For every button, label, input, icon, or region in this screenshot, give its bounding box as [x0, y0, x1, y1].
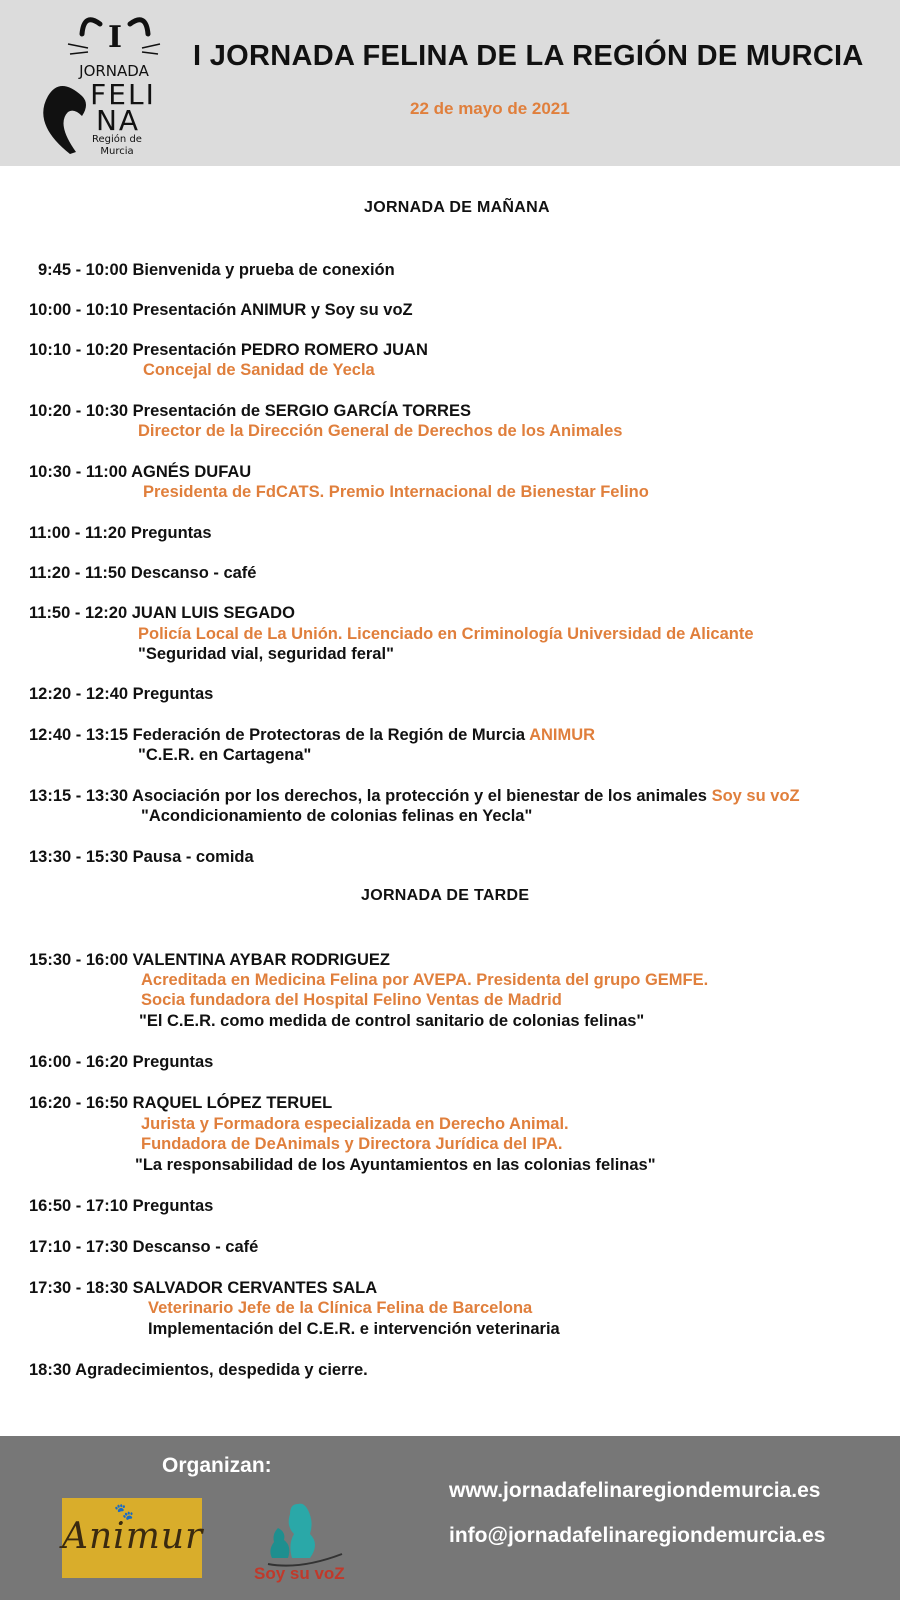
schedule-item: 9:45 - 10:00 Bienvenida y prueba de conexión [38, 261, 395, 279]
speaker-role: Fundadora de DeAnimals y Directora Jurídica del IPA. [141, 1135, 563, 1153]
schedule-item-text: 12:40 - 13:15 Federación de Protectoras de la Región de Murcia [29, 726, 530, 744]
schedule-item: 18:30 Agradecimientos, despedida y cierre. [29, 1361, 368, 1379]
schedule-item: 16:00 - 16:20 Preguntas [29, 1053, 214, 1071]
header-banner [0, 0, 900, 166]
talk-title: "C.E.R. en Cartagena" [138, 746, 312, 764]
organizers-label: Organizan: [162, 1454, 272, 1477]
footer-banner [0, 1436, 900, 1600]
speaker-role: Socia fundadora del Hospital Felino Ventas de Madrid [141, 991, 562, 1009]
schedule-item: 15:30 - 16:00 VALENTINA AYBAR RODRIGUEZ [29, 951, 390, 969]
speaker-role: Presidenta de FdCATS. Premio Internacional de Bienestar Felino [143, 483, 649, 501]
website-link[interactable]: www.jornadafelinaregiondemurcia.es [449, 1479, 821, 1502]
talk-title: Implementación del C.E.R. e intervención veterinaria [148, 1320, 560, 1338]
org-name: ANIMUR [529, 726, 596, 744]
schedule-item: 11:50 - 12:20 JUAN LUIS SEGADO [29, 604, 295, 622]
jornada-felina-logo [30, 4, 165, 162]
schedule-item: 16:50 - 17:10 Preguntas [29, 1197, 214, 1215]
event-date: 22 de mayo de 2021 [410, 99, 570, 118]
schedule-item: 12:20 - 12:40 Preguntas [29, 685, 214, 703]
speaker-role: Jurista y Formadora especializada en Derecho Animal. [141, 1115, 569, 1133]
schedule-item-text: 13:15 - 13:30 Asociación por los derechos, la protección y el bienestar de los animales [29, 787, 712, 805]
paw-icon: 🐾 [114, 1504, 134, 1521]
speaker-role: Director de la Dirección General de Derechos de los Animales [138, 422, 623, 440]
schedule-item: 10:20 - 10:30 Presentación de SERGIO GARCÍA TORRES [29, 402, 471, 420]
soy-su-voz-logo-text: Soy su voZ [254, 1564, 345, 1583]
schedule-item: 16:20 - 16:50 RAQUEL LÓPEZ TERUEL [29, 1094, 333, 1112]
talk-title: "La responsabilidad de los Ayuntamientos en las colonias felinas" [135, 1156, 656, 1174]
schedule-item: 10:30 - 11:00 AGNÉS DUFAU [29, 463, 252, 481]
schedule-item: 11:20 - 11:50 Descanso - café [29, 564, 257, 582]
animur-logo [62, 1498, 202, 1578]
speaker-role: Concejal de Sanidad de Yecla [143, 361, 375, 379]
page-title: I JORNADA FELINA DE LA REGIÓN DE MURCIA [193, 40, 864, 72]
speaker-role: Acreditada en Medicina Felina por AVEPA. Presidenta del grupo GEMFE. [141, 971, 709, 989]
logo-numeral: I [107, 20, 123, 55]
schedule-item: 17:10 - 17:30 Descanso - café [29, 1238, 259, 1256]
section-heading-afternoon: JORNADA DE TARDE [361, 887, 530, 904]
talk-title: "El C.E.R. como medida de control sanitario de colonias felinas" [139, 1012, 645, 1030]
org-name: Soy su voZ [711, 787, 800, 805]
logo-feli: FELI [90, 78, 156, 111]
logo-na: NA [95, 104, 141, 137]
talk-title: "Seguridad vial, seguridad feral" [138, 645, 394, 663]
schedule-item: 17:30 - 18:30 SALVADOR CERVANTES SALA [29, 1279, 378, 1297]
schedule-item: 11:00 - 11:20 Preguntas [29, 524, 212, 542]
logo-murcia: Murcia [100, 146, 134, 157]
talk-title: "Acondicionamiento de colonias felinas en Yecla" [141, 807, 533, 825]
section-heading-morning: JORNADA DE MAÑANA [364, 199, 550, 216]
schedule-item: 10:00 - 10:10 Presentación ANIMUR y Soy su voZ [29, 301, 413, 319]
schedule-item: 10:10 - 10:20 Presentación PEDRO ROMERO JUAN [29, 341, 428, 359]
animur-logo-text: Animur [62, 1516, 204, 1557]
email-link[interactable]: info@jornadafelinaregiondemurcia.es [449, 1524, 826, 1547]
logo-region: Región de [92, 134, 142, 145]
schedule-item [29, 725, 595, 745]
schedule-item [29, 786, 800, 806]
speaker-role: Veterinario Jefe de la Clínica Felina de Barcelona [148, 1299, 533, 1317]
logo-jornada: JORNADA [79, 62, 149, 80]
schedule-item: 13:30 - 15:30 Pausa - comida [29, 848, 254, 866]
speaker-role: Policía Local de La Unión. Licenciado en Criminología Universidad de Alicante [138, 625, 754, 643]
